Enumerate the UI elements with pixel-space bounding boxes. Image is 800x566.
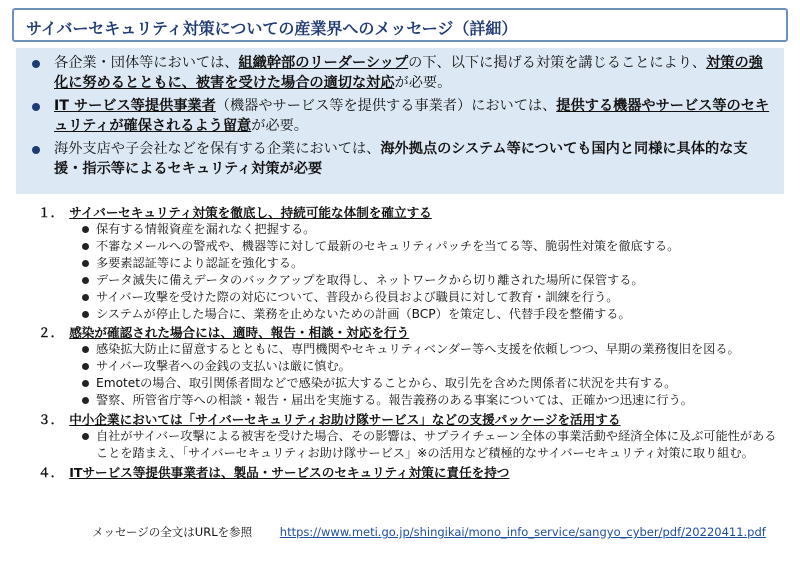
summary-text: が必要。: [251, 117, 308, 134]
list-item: [38, 238, 788, 255]
section-heading: [38, 464, 788, 481]
summary-item: [32, 54, 774, 93]
footer: [92, 524, 766, 540]
list-item: [38, 392, 788, 409]
list-item: [38, 221, 788, 238]
list-item-text: サイバー攻撃者への金銭の支払いは厳に慎む。: [96, 359, 351, 374]
section-heading: [38, 204, 788, 221]
list-item: [38, 428, 788, 462]
bullet-icon: [32, 146, 40, 154]
section-title: 中小企業においては「サイバーセキュリティお助け隊サービス」などの支援パッケージを活用する: [69, 412, 621, 428]
list-item-text: システムが停止した場合に、業務を止めないための計画（BCP）を策定し、代替手段を整備する。: [96, 306, 631, 321]
list-item: [38, 341, 788, 358]
bullet-icon: [82, 311, 89, 318]
section-number: ４．: [38, 464, 64, 480]
list-item: [38, 375, 788, 392]
page-title: サイバーセキュリティ対策についての産業界へのメッセージ（詳細）: [26, 19, 518, 38]
summary-text: 海外拠点のシステム等についても国内と同様に具体的な支援・指示等によるセキュリティ対策が必要: [54, 141, 748, 177]
section-number: ２．: [38, 325, 64, 341]
summary-text: 提供する機器やサービス等のセキュリティが確保されるよう留意: [54, 98, 770, 134]
list-item: [38, 306, 788, 323]
summary-item: [32, 140, 774, 179]
list-item: [38, 358, 788, 375]
bullet-icon: [82, 226, 89, 233]
bullet-icon: [82, 433, 89, 440]
list-item: [38, 272, 788, 289]
bullet-icon: [82, 380, 89, 387]
bullet-icon: [32, 60, 40, 68]
summary-text: 対策の強化に努めるとともに、被害を受けた場合の適切な対応: [54, 55, 763, 91]
list-item-text: Emotetの場合、取引関係者間などで感染が拡大することから、取引先を含めた関係者に状況を共有する。: [96, 376, 677, 391]
bullet-icon: [82, 294, 89, 301]
list-item-text: 警察、所管省庁等への相談・報告・届出を実施する。報告義務のある事案については、正確かつ迅速に行う。: [96, 393, 693, 408]
list-item-text: 不審なメールへの警戒や、機器等に対して最新のセキュリティパッチを当てる等、脆弱性対策を徹底する。: [96, 238, 680, 253]
footer-label: メッセージの全文はURLを参照: [92, 525, 253, 539]
section-title: 感染が確認された場合には、適時、報告・相談・対応を行う: [69, 325, 410, 341]
section-list: [38, 341, 788, 409]
section-list: [38, 221, 788, 322]
summary-text: IT サービス等提供事業者: [54, 98, 216, 114]
list-item-text: 感染拡大防止に留意するとともに、専門機関やセキュリティベンダー等へ支援を依頼しつつ、早期の業務復旧を図る。: [96, 342, 740, 357]
bullet-icon: [82, 397, 89, 404]
section-list: [38, 428, 788, 462]
bullet-icon: [32, 103, 40, 111]
sections: [38, 204, 788, 481]
section-heading: [38, 324, 788, 341]
list-item-text: 保有する情報資産を漏れなく把握する。: [96, 222, 316, 236]
section-title: ITサービス等提供事業者は、製品・サービスのセキュリティ対策に責任を持つ: [69, 464, 510, 480]
summary-item: [32, 97, 774, 136]
summary-text: （機器やサービス等を提供する事業者）においては、: [215, 98, 557, 114]
title-bar: [12, 8, 788, 42]
summary-text: 組織幹部のリーダーシップ: [238, 55, 409, 71]
summary-text: が必要。: [394, 74, 452, 91]
section-title: サイバーセキュリティ対策を徹底し、持続可能な体制を確立する: [69, 205, 432, 220]
list-item: [38, 255, 788, 272]
bullet-icon: [82, 260, 89, 267]
list-item-text: データ滅失に備えデータのバックアップを取得し、ネットワークから切り離された場所に保管する。: [96, 272, 644, 287]
summary-text: の下、以下に掲げる対策を講じることにより、: [408, 55, 707, 71]
summary-text: 海外支店や子会社などを保有する企業においては、: [54, 141, 381, 157]
bullet-icon: [82, 363, 89, 370]
section-number: ３．: [38, 412, 64, 428]
summary-text: 各企業・団体等においては、: [54, 55, 239, 71]
bullet-icon: [82, 277, 89, 284]
section-number: １．: [38, 205, 64, 220]
bullet-icon: [82, 346, 89, 353]
footer-url-link[interactable]: https://www.meti.go.jp/shingikai/mono_info_service/sangyo_cyber/pdf/20220411.pdf: [279, 525, 766, 539]
summary-box: [16, 48, 784, 194]
list-item-text: サイバー攻撃を受けた際の対応について、普段から役員および職員に対して教育・訓練を行う。: [96, 289, 619, 304]
bullet-icon: [82, 243, 89, 250]
list-item-text: 自社がサイバー攻撃による被害を受けた場合、その影響は、サプライチェーン全体の事業活動や経済全体に及ぶ可能性があることを踏まえ、「サイバーセキュリティお助け隊サービス」※の活用など積極的なサイバーセキュリティ対策に取り組む。: [96, 429, 777, 460]
list-item: [38, 289, 788, 306]
list-item-text: 多要素認証等により認証を強化する。: [96, 255, 304, 270]
section-heading: [38, 411, 788, 428]
